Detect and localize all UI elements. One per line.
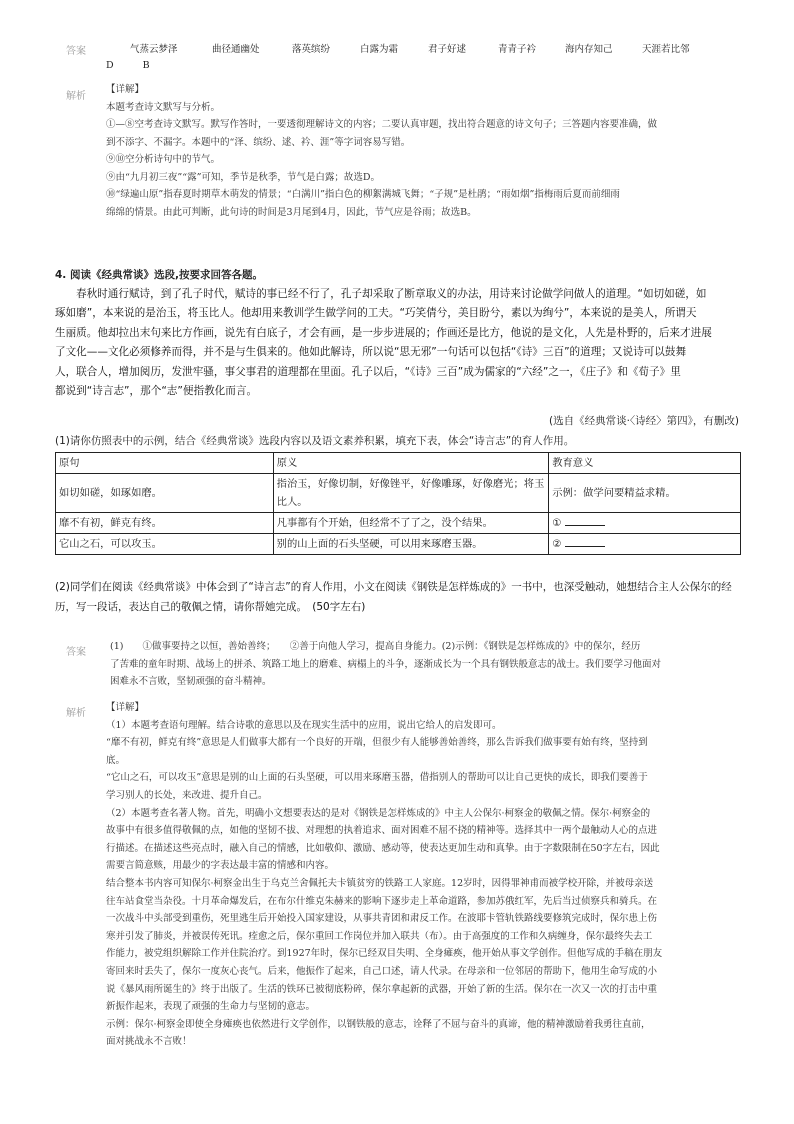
passage-source: (选自《经典常谈·〈诗经〉第四》，有删改) bbox=[548, 415, 739, 427]
table-header: 原义 bbox=[273, 453, 549, 474]
q3-analysis bbox=[106, 81, 726, 221]
q4-analysis bbox=[106, 699, 726, 1051]
passage-line: 了文化——文化必须修养而得，并不是与生俱来的。他如此解诗，所以说“思无邪”一句话可以包括“《诗》三百”的道理；又说诗可以鼓舞 bbox=[55, 346, 687, 359]
analysis-line: 绵绵的情景。由此可判断，此句诗的时间是3月尾到4月，因此，节气应是谷雨；故选B。 bbox=[106, 206, 477, 218]
q3-answer-items bbox=[130, 41, 730, 57]
answer-item: 白露为霜 bbox=[360, 44, 399, 55]
answer-label: 答案 bbox=[66, 46, 86, 57]
sub-question-2: (2)同学们在阅读《经典常谈》中体会到了“诗言志”的育人作用，小文在阅读《钢铁是怎样炼成的》一书中，也深受触动，她想结合主人公保尔的经历，写一段话，表达自己的敬佩之情，请你帮她完成。 (50字左右) bbox=[55, 581, 732, 613]
table-row bbox=[56, 513, 741, 534]
passage-line: 都说到“诗言志”，那个“志”便指教化而言。 bbox=[55, 385, 258, 398]
sub-question-1: (1)请你仿照表中的示例，结合《经典常谈》选段内容以及语文素养积累，填充下表，体会“诗言志”的育人作用。 bbox=[55, 435, 575, 447]
table-cell: 靡不有初，鲜克有终。 bbox=[56, 513, 274, 534]
table-cell: 凡事都有个开始，但经常不了了之，没个结果。 bbox=[273, 513, 549, 534]
analysis-line: 新振作起来，表现了顽强的生命力与坚韧的意志。 bbox=[106, 1001, 316, 1013]
analysis-head: 【详解】 bbox=[106, 84, 145, 95]
analysis-line: ①—⑧空考查诗文默写。默写作答时，一要透彻理解诗文的内容；二要认真审题，找出符合题意的诗文句子；三答题内容要准确，做 bbox=[106, 119, 658, 130]
table-header-row bbox=[56, 453, 741, 474]
blank-number: ① bbox=[552, 517, 562, 529]
question-title: 4. 阅读《经典常谈》选段,按要求回答各题。 bbox=[55, 269, 263, 281]
answer-line: (1) ①做事要持之以恒，善始善终； ②善于向他人学习，提高自身能力。(2)示例：《钢铁是怎样炼成的》中的保尔，经历 bbox=[110, 641, 641, 652]
analysis-line: “它山之石，可以攻玉”意思是别的山上面的石头坚硬，可以用来琢磨玉器，借指别人的帮助可以让自己更快的成长，即我们要善于 bbox=[106, 772, 648, 784]
analysis-line: （2）本题考查名著人物。首先，明确小文想要表达的是对《钢铁是怎样炼成的》中主人公保尔·柯察金的敬佩之情。保尔·柯察金的 bbox=[106, 807, 651, 819]
analysis-line: 结合整本书内容可知保尔·柯察金出生于乌克兰舍佩托夫卡镇贫穷的铁路工人家庭。12岁时，因得罪神甫而被学校开除，并被母亲送 bbox=[106, 877, 654, 889]
answer-blank[interactable] bbox=[565, 515, 605, 526]
table-cell bbox=[549, 534, 741, 555]
table-header: 教育意义 bbox=[549, 453, 741, 474]
analysis-label: 解析 bbox=[66, 91, 86, 102]
analysis-line: 往车站食堂当杂役。十月革命爆发后，在布尔什维克朱赫来的影响下逐步走上革命道路，参加苏俄红军，先后当过侦察兵和骑兵。在 bbox=[106, 895, 658, 907]
analysis-line: 到不添字、不漏字。本题中的“泽、缤纷、逑、衿、涯”等字词容易写错。 bbox=[106, 136, 411, 148]
answer-item: 海内存知己 bbox=[565, 44, 613, 55]
analysis-label: 解析 bbox=[66, 708, 86, 719]
answer-item: 气蒸云梦泽 bbox=[130, 44, 178, 55]
analysis-line: 寒并引发了肺炎，并被误传死讯。痊愈之后，保尔重回工作岗位并加入联共（布）。由于高强度的工作和久病缠身，保尔最终失去工 bbox=[106, 930, 653, 942]
analysis-head: 【详解】 bbox=[106, 702, 145, 713]
answer-choice: D bbox=[106, 60, 114, 71]
answer-label: 答案 bbox=[66, 647, 86, 658]
q3-answer-choices bbox=[106, 60, 176, 71]
analysis-line: 本题考查诗文默写与分析。 bbox=[106, 101, 221, 113]
table-cell: 示例：做学问要精益求精。 bbox=[549, 474, 741, 513]
analysis-line: 学习别人的长处，来改进、提升自己。 bbox=[106, 789, 268, 801]
table-row bbox=[56, 474, 741, 513]
table-cell: 指治玉，好像切制，好像锉平，好像雕琢，好像磨光；将玉比人。 bbox=[273, 474, 549, 513]
passage-line: 琢如磨”，本来说的是治玉，将玉比人。他却用来教训学生做学问的工夫。“巧笑倩兮，美目盼兮，素以为绚兮”，本来说的是美人，所谓天 bbox=[55, 307, 697, 320]
answer-item: 落英缤纷 bbox=[292, 44, 331, 55]
analysis-line: 一次战斗中头部受到重伤，死里逃生后开始投入国家建设，从事共青团和肃反工作。在波耶卡管轨铁路线要修筑完成时，保尔患上伤 bbox=[106, 913, 658, 925]
table-cell bbox=[549, 513, 741, 534]
analysis-line: 示例：保尔·柯察金即使全身瘫痪也依然进行文学创作，以钢铁般的意志，诠释了不屈与奋斗的真谛，他的精神激励着我勇往直前， bbox=[106, 1018, 651, 1030]
reading-passage bbox=[55, 285, 741, 401]
analysis-line: ⑨⑩空分析诗句中的节气。 bbox=[106, 154, 221, 165]
analysis-line: 作能力，被党组织解除工作并住院治疗。到1927年时，保尔已经双目失明、全身瘫痪，他开始从事文学创作。但他写成的手稿在朋友 bbox=[106, 948, 663, 960]
answer-item: 君子好逑 bbox=[428, 44, 467, 55]
analysis-line: 需要言简意赅，用最少的字表达最丰富的情感和内容。 bbox=[106, 860, 335, 872]
answer-item: 天涯若比邻 bbox=[642, 44, 690, 55]
analysis-line: 行描述。在描述这些亮点时，融入自己的情感，比如敬仰、激励、感动等，使表达更加生动和真挚。由于字数限制在50字左右，因此 bbox=[106, 842, 660, 854]
table-cell: 如切如磋，如琢如磨。 bbox=[56, 474, 274, 513]
answer-item: 青青子衿 bbox=[498, 44, 537, 55]
table-cell: 它山之石，可以攻玉。 bbox=[56, 534, 274, 555]
table-row bbox=[56, 534, 741, 555]
answer-line: 了苦难的童年时期、战场上的拼杀、筑路工地上的磨难、病榻上的斗争，逐渐成长为一个具有钢铁般意志的战士。我们要学习他面对 bbox=[110, 658, 662, 670]
analysis-line: （1）本题考查语句理解。结合诗歌的意思以及在现实生活中的应用，说出它给人的启发即可。 bbox=[106, 719, 502, 731]
analysis-line: ⑨由“九月初三夜”“露”可知，季节是秋季，节气是白露；故选D。 bbox=[106, 171, 381, 183]
analysis-line: 说《暴风雨所诞生的》终于出版了。生活的铁环已被彻底粉碎，保尔拿起新的武器，开始了新的生活。保尔在一次又一次的打击中重 bbox=[106, 983, 658, 995]
analysis-line: 故事中有很多值得敬佩的点，如他的坚韧不拔、对理想的执着追求、面对困难不屈不挠的精神等。选择其中一两个最触动人心的点进 bbox=[106, 825, 658, 837]
passage-line: 生丽质。他却拉出末句来比方作画，说先有白底子，才会有画，是一步步进展的；作画还是比方，他说的是文化，人先是朴野的，后来才进展 bbox=[55, 326, 712, 339]
analysis-line: 底。 bbox=[106, 754, 126, 766]
analysis-line: 面对挑战永不言败！ bbox=[106, 1036, 192, 1048]
answer-item: 曲径通幽处 bbox=[212, 44, 260, 55]
q4-answer bbox=[110, 638, 730, 691]
passage-line: 春秋时通行赋诗，到了孔子时代，赋诗的事已经不行了，孔子却采取了断章取义的办法，用诗来讨论做学问做人的道理。“如切如磋，如 bbox=[76, 288, 707, 300]
table-header: 原句 bbox=[56, 453, 274, 474]
answer-line: 困难永不言败，坚韧顽强的奋斗精神。 bbox=[110, 676, 272, 687]
answer-choice: B bbox=[142, 60, 150, 71]
analysis-line: 寄回来时丢失了，保尔一度灰心丧气。后来，他振作了起来，自己口述，请人代录。在母亲和一位邻居的帮助下，他用生命写成的小 bbox=[106, 965, 658, 977]
analysis-line: “靡不有初，鲜克有终”意思是人们做事大都有一个良好的开端，但很少有人能够善始善终，那么告诉我们做事要有始有终，坚持到 bbox=[106, 737, 648, 749]
answer-blank[interactable] bbox=[565, 536, 605, 547]
analysis-line: ⑩“绿遍山原”指春夏时期草木萌发的情景；“白满川”指白色的柳絮满城飞舞；“子规”是杜鹃；“雨如烟”指梅雨后夏而前细雨 bbox=[106, 189, 620, 200]
fill-table bbox=[55, 452, 741, 555]
blank-number: ② bbox=[552, 538, 562, 550]
passage-line: 人，联合人，增加阅历，发泄牢骚，事父事君的道理都在里面。孔子以后，“《诗》三百”成为儒家的“六经”之一，《庄子》和《荀子》里 bbox=[55, 365, 681, 378]
table-cell: 别的山上面的石头坚硬，可以用来琢磨玉器。 bbox=[273, 534, 549, 555]
